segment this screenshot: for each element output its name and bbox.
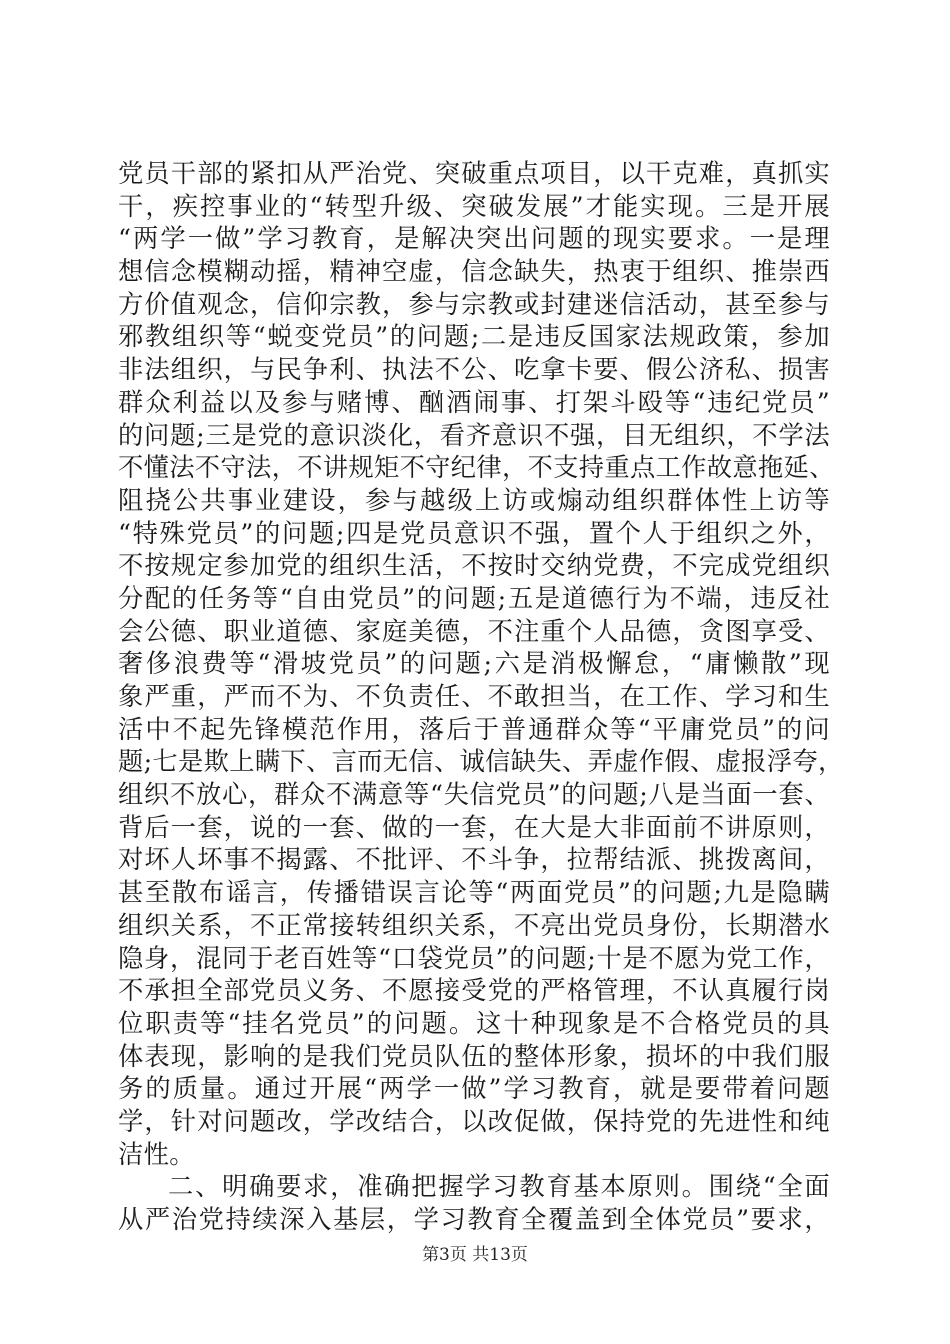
text-line: 方价值观念，信仰宗教，参与宗教或封建迷信活动，甚至参与 (118, 289, 830, 319)
text-line: 党员干部的紧扣从严治党、突破重点项目，以干克难，真抓实 (118, 159, 830, 188)
text-line: 洁性。 (118, 1139, 195, 1169)
text-line: 象严重，严而不为、不负责任、不敢担当，在工作、学习和生 (118, 682, 830, 711)
page-footer: 第3页 共13页 (422, 1245, 528, 1265)
text-line: 不懂法不守法，不讲规矩不守纪律，不支持重点工作故意拖延、 (118, 453, 835, 483)
text-line: 组织关系，不正常接转组织关系，不亮出党员身份，长期潜水 (118, 910, 830, 940)
document-body (118, 158, 844, 1237)
text-line: “特殊党员”的问题;四是党员意识不强，置个人于组织之外， (118, 518, 830, 548)
text-line: 想信念模糊动摇，精神空虚，信念缺失，热衷于组织、推崇西 (118, 257, 830, 287)
text-line: 非法组织，与民争利、执法不公、吃拿卡要、假公济私、损害 (118, 355, 830, 385)
text-line: 务的质量。通过开展“两学一做”学习教育，就是要带着问题 (118, 1074, 830, 1104)
text-line: 学，针对问题改，学改结合，以改促做，保持党的先进性和纯 (118, 1106, 830, 1136)
text-line: 体表现，影响的是我们党员队伍的整体形象，损坏的中我们服 (118, 1041, 830, 1071)
text-line: 会公德、职业道德、家庭美德，不注重个人品德，贪图享受、 (118, 616, 830, 646)
text-line: 不按规定参加党的组织生活，不按时交纳党费，不完成党组织 (118, 551, 830, 581)
text-line: “两学一做”学习教育，是解决突出问题的现实要求。一是理 (118, 224, 830, 254)
text-line: 从严治党持续深入基层，学习教育全覆盖到全体党员”要求， (118, 1205, 830, 1234)
text-line: 不承担全部党员义务、不愿接受党的严格管理，不认真履行岗 (118, 976, 830, 1006)
text-line: 题;七是欺上瞒下、言而无信、诚信缺失、弄虚作假、虚报浮夸， (118, 747, 844, 777)
text-line: 群众利益以及参与赌博、酗酒闹事、打架斗殴等“违纪党员” (118, 387, 830, 417)
text-line: 隐身，混同于老百姓等“口袋党员”的问题;十是不愿为党工作， (118, 943, 830, 973)
text-line: 干，疾控事业的“转型升级、突破发展”才能实现。三是开展 (118, 191, 830, 221)
text-line: 活中不起先锋模范作用，落后于普通群众等“平庸党员”的问 (118, 714, 830, 744)
text-line: 对坏人坏事不揭露、不批评、不斗争，拉帮结派、挑拨离间， (118, 845, 830, 875)
text-line: 位职责等“挂名党员”的问题。这十种现象是不合格党员的具 (118, 1008, 830, 1038)
text-line: 的问题;三是党的意识淡化，看齐意识不强，目无组织，不学法 (118, 420, 830, 450)
text-line: 邪教组织等“蜕变党员”的问题;二是违反国家法规政策，参加 (118, 322, 830, 352)
paragraph-start-line: 二、明确要求，准确把握学习教育基本原则。围绕“全面 (168, 1172, 830, 1202)
text-line: 甚至散布谣言，传播错误言论等“两面党员”的问题;九是隐瞒 (118, 878, 830, 908)
text-line: 奢侈浪费等“滑坡党员”的问题;六是消极懈怠，“庸懒散”现 (118, 649, 830, 679)
text-line: 阻挠公共事业建设，参与越级上访或煽动组织群体性上访等 (118, 485, 830, 515)
text-line: 分配的任务等“自由党员”的问题;五是道德行为不端，违反社 (118, 583, 830, 613)
text-line: 背后一套，说的一套、做的一套，在大是大非面前不讲原则， (118, 812, 830, 842)
text-line: 组织不放心，群众不满意等“失信党员”的问题;八是当面一套、 (118, 780, 830, 810)
